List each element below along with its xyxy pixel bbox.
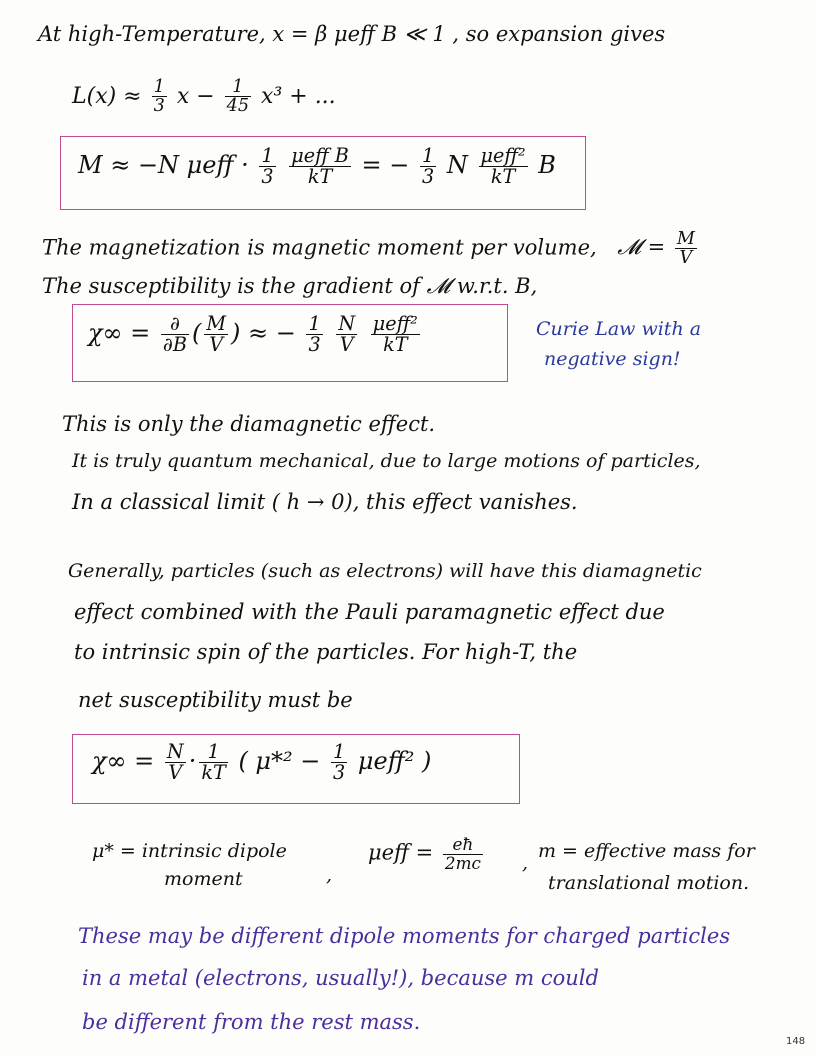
eq-chi2-lhs: χ∞ =	[92, 747, 155, 776]
def-m-line-2: translational motion.	[548, 872, 750, 894]
page-number: 148	[786, 1036, 806, 1047]
eq-chi1-nv: $\frac{N}{V}$	[338, 312, 356, 357]
text3-line-2: effect combined with the Pauli paramagnetic effect due	[74, 600, 665, 624]
def-m-line-1: m = effective mass for	[538, 840, 755, 862]
closing-line-1: These may be different dipole moments for charged particles	[78, 924, 731, 948]
def-mustar-line-2: moment	[164, 868, 243, 890]
def-mueff-lhs: μeff =	[368, 840, 434, 865]
def-mueff	[368, 836, 486, 872]
eq-chi1-mu: $\frac{\text{μeff²}}{kT}$	[372, 312, 418, 357]
langevin-tail: x³ + ...	[261, 83, 336, 109]
eq-chi2-dot: ·	[188, 747, 197, 776]
text2-line-1: This is only the diamagnetic effect.	[62, 412, 436, 436]
langevin-expansion	[72, 78, 336, 116]
closing-line-3: be different from the rest mass.	[82, 1010, 421, 1034]
langevin-frac-2: $\frac{1}{45}$	[226, 77, 250, 117]
closing-line-2: in a metal (electrons, usually!), because m could	[82, 966, 599, 990]
curie-note-line-2: negative sign!	[544, 348, 681, 370]
eq-m-lhs: M ≈ −N μeff ·	[78, 151, 249, 180]
equation-net-susceptibility	[92, 742, 431, 783]
m-def-lhs: 𝓜 =	[617, 235, 666, 260]
eq-m-frac-2: $\frac{\text{μeff B}}{kT}$	[291, 144, 349, 189]
text1-line-1	[42, 230, 700, 268]
equation-magnetization	[78, 146, 556, 187]
text3-line-4: net susceptibility must be	[78, 688, 353, 712]
eq-chi2-kt: $\frac{1}{kT}$	[201, 740, 226, 785]
eq-m-mid: = −	[361, 151, 410, 180]
def-separator-1: ,	[326, 864, 333, 886]
eq-chi2-nv: $\frac{N}{V}$	[166, 740, 184, 785]
text1-line-1-text: The magnetization is magnetic moment per volume,	[42, 235, 597, 260]
text3-line-1: Generally, particles (such as electrons) will have this diamagnetic	[68, 560, 702, 582]
def-mustar-line-1: μ* = intrinsic dipole	[92, 840, 287, 862]
m-def	[617, 229, 700, 269]
eq-m-frac-3: $\frac{1}{3}$	[422, 144, 435, 189]
langevin-frac-1: $\frac{1}{3}$	[153, 77, 165, 117]
eq-m-n: N	[446, 151, 468, 180]
def-mueff-frac: $\frac{eħ}{2mc}$	[444, 834, 481, 873]
curie-note-line-1: Curie Law with a	[536, 318, 702, 340]
eq-chi1-c: $\frac{1}{3}$	[308, 312, 321, 357]
eq-m-frac-4: $\frac{\text{μeff²}}{kT}$	[480, 144, 526, 189]
m-def-frac: $\frac{M}{V}$	[676, 229, 695, 269]
text2-line-3: In a classical limit ( h → 0), this effect vanishes.	[72, 490, 578, 514]
eq-chi1-paren-close: ) ≈ −	[230, 319, 296, 348]
text2-line-2: It is truly quantum mechanical, due to large motions of particles,	[72, 450, 701, 472]
eq-chi1-mv: $\frac{M}{V}$	[206, 312, 226, 357]
langevin-lhs: L(x) ≈	[72, 83, 142, 109]
eq-m-frac-1: $\frac{1}{3}$	[261, 144, 274, 189]
eq-chi2-c: $\frac{1}{3}$	[333, 740, 346, 785]
eq-chi1-deriv: $\frac{\partial}{\partial B}$	[162, 312, 187, 357]
langevin-x: x −	[176, 83, 215, 109]
intro-line-1: At high-Temperature, x = β μeff B ≪ 1 , so expansion gives	[38, 22, 666, 46]
eq-chi2-close: μeff² )	[357, 747, 432, 776]
text3-line-3: to intrinsic spin of the particles. For high-T, the	[74, 640, 578, 664]
eq-m-b: B	[538, 151, 556, 180]
eq-chi1-lhs: χ∞ =	[88, 319, 151, 348]
eq-chi2-open: ( μ*² −	[238, 747, 321, 776]
eq-chi1-paren-open: (	[191, 319, 202, 348]
equation-susceptibility	[88, 314, 423, 355]
text1-line-2: The susceptibility is the gradient of 𝓜 w.r.t. B,	[42, 274, 538, 298]
def-separator-2: ,	[522, 852, 529, 874]
